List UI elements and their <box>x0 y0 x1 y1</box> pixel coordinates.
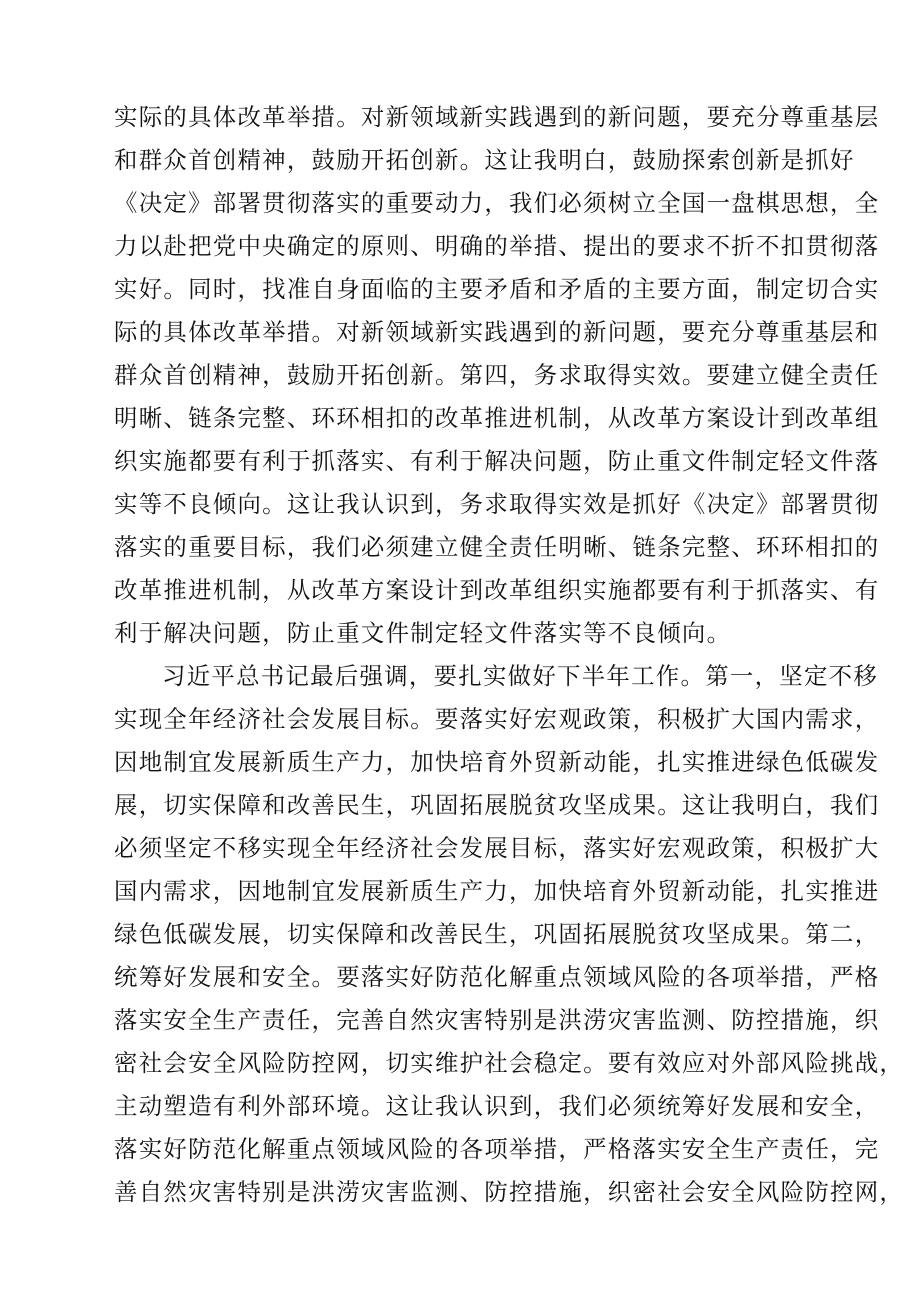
text-line: 织实施都要有利于抓落实、有利于解决问题，防止重文件制定轻文件落 <box>114 447 880 475</box>
text-line: 际的具体改革举措。对新领域新实践遇到的新问题，要充分尊重基层和 <box>114 318 880 346</box>
text-line: 《决定》部署贯彻落实的重要动力，我们必须树立全国一盘棋思想，全 <box>114 189 880 217</box>
body-text <box>114 96 905 1214</box>
text-line: 实际的具体改革举措。对新领域新实践遇到的新问题，要充分尊重基层 <box>114 103 880 131</box>
text-line: 改革推进机制，从改革方案设计到改革组织实施都要有利于抓落实、有 <box>114 576 880 604</box>
paragraph-1 <box>114 96 880 655</box>
text-line: 力以赴把党中央确定的原则、明确的举措、提出的要求不折不扣贯彻落 <box>114 232 880 260</box>
text-line: 群众首创精神，鼓励开拓创新。第四，务求取得实效。要建立健全责任 <box>114 361 880 389</box>
text-line: 展，切实保障和改善民生，巩固拓展脱贫攻坚成果。这让我明白，我们 <box>114 791 880 819</box>
text-line: 习近平总书记最后强调，要扎实做好下半年工作。第一，坚定不移 <box>162 662 879 690</box>
text-line: 实好。同时，找准自身面临的主要矛盾和矛盾的主要方面，制定切合实 <box>114 275 880 303</box>
text-line: 必须坚定不移实现全年经济社会发展目标，落实好宏观政策，积极扩大 <box>114 834 880 862</box>
text-line: 绿色低碳发展，切实保障和改善民生，巩固拓展脱贫攻坚成果。第二， <box>114 920 880 948</box>
text-line: 落实安全生产责任，完善自然灾害特别是洪涝灾害监测、防控措施，织 <box>114 1006 880 1034</box>
text-line: 因地制宜发展新质生产力，加快培育外贸新动能，扎实推进绿色低碳发 <box>114 748 880 776</box>
text-line: 实现全年经济社会发展目标。要落实好宏观政策，积极扩大国内需求， <box>114 705 880 733</box>
text-line: 主动塑造有利外部环境。这让我认识到，我们必须统筹好发展和安全， <box>114 1092 880 1120</box>
text-line: 实等不良倾向。这让我认识到，务求取得实效是抓好《决定》部署贯彻 <box>114 490 880 518</box>
text-line: 落实好防范化解重点领域风险的各项举措，严格落实安全生产责任，完 <box>114 1135 880 1163</box>
text-line: 和群众首创精神，鼓励开拓创新。这让我明白，鼓励探索创新是抓好 <box>114 146 855 174</box>
text-line: 善自然灾害特别是洪涝灾害监测、防控措施，织密社会安全风险防控网， <box>114 1178 905 1206</box>
text-line: 国内需求，因地制宜发展新质生产力，加快培育外贸新动能，扎实推进 <box>114 877 880 905</box>
text-line: 落实的重要目标，我们必须建立健全责任明晰、链条完整、环环相扣的 <box>114 533 880 561</box>
text-line: 利于解决问题，防止重文件制定轻文件落实等不良倾向。 <box>114 619 732 647</box>
text-line: 明晰、链条完整、环环相扣的改革推进机制，从改革方案设计到改革组 <box>114 404 880 432</box>
paragraph-2 <box>114 655 905 1214</box>
text-line: 统筹好发展和安全。要落实好防范化解重点领域风险的各项举措，严格 <box>114 963 880 991</box>
text-line: 密社会安全风险防控网，切实维护社会稳定。要有效应对外部风险挑战， <box>114 1049 905 1077</box>
